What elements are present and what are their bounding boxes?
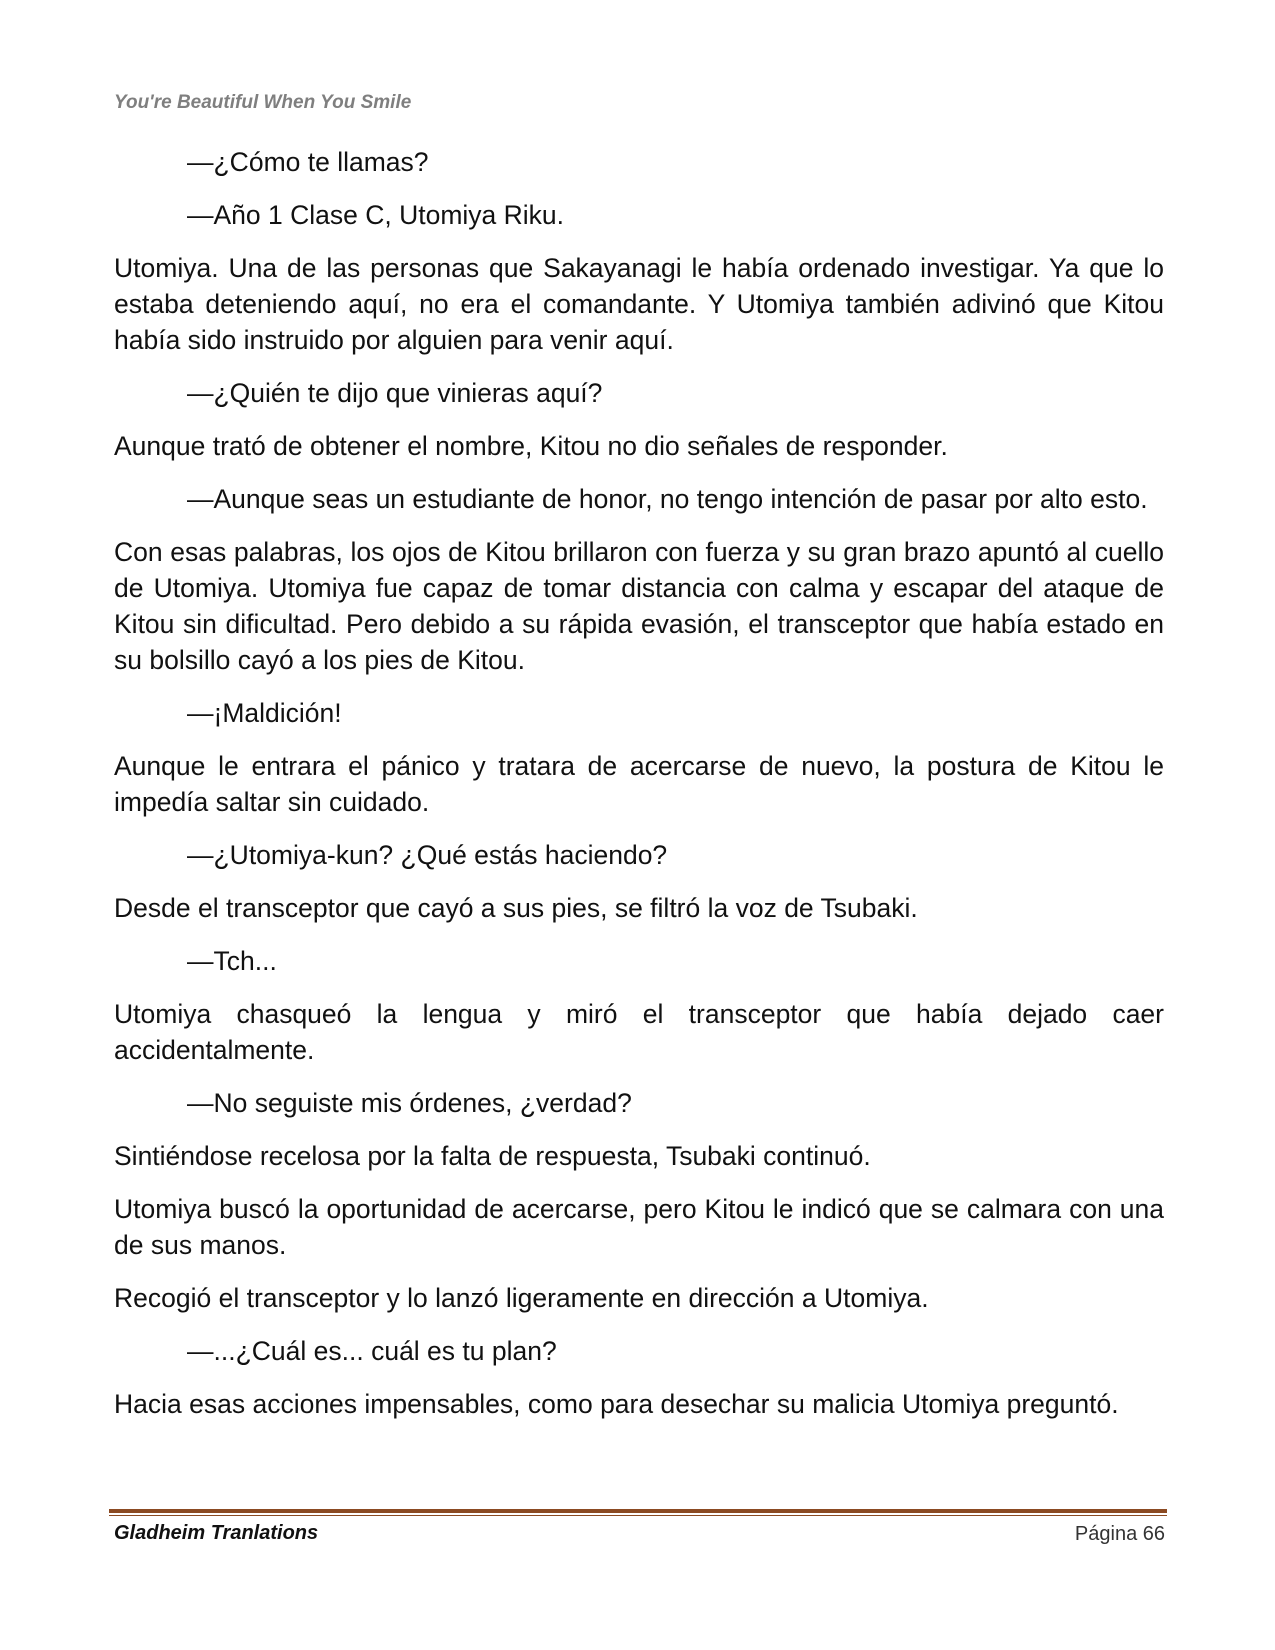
footer-divider: [109, 1509, 1167, 1516]
narration-paragraph: Desde el transceptor que cayó a sus pies, se filtró la voz de Tsubaki.: [114, 893, 918, 923]
dialogue-line: —...¿Cuál es... cuál es tu plan?: [187, 1336, 557, 1366]
body-text: [114, 144, 1164, 1439]
narration-paragraph: Hacia esas acciones impensables, como para desechar su malicia Utomiya preguntó.: [114, 1389, 1119, 1419]
footer-divider-thick-line: [109, 1509, 1167, 1513]
footer-page-number: Página 66: [1074, 1523, 1165, 1545]
narration-paragraph: Utomiya buscó la oportunidad de acercarse, pero Kitou le indicó que se calmara con una de sus manos.: [114, 1194, 1164, 1260]
narration-paragraph: Aunque le entrara el pánico y tratara de acercarse de nuevo, la postura de Kitou le impedía saltar sin cuidado.: [114, 751, 1164, 817]
footer-divider-thin-line: [109, 1515, 1167, 1516]
dialogue-line: —¡Maldición!: [187, 698, 342, 728]
narration-paragraph: Recogió el transceptor y lo lanzó ligeramente en dirección a Utomiya.: [114, 1283, 929, 1313]
narration-paragraph: Utomiya chasqueó la lengua y miró el transceptor que había dejado caer accidentalmente.: [114, 999, 1164, 1065]
dialogue-line: —No seguiste mis órdenes, ¿verdad?: [187, 1088, 632, 1118]
dialogue-line: —¿Cómo te llamas?: [187, 147, 429, 177]
dialogue-line: —¿Utomiya-kun? ¿Qué estás haciendo?: [187, 840, 668, 870]
dialogue-line: —Año 1 Clase C, Utomiya Riku.: [187, 200, 565, 230]
narration-paragraph: Sintiéndose recelosa por la falta de respuesta, Tsubaki continuó.: [114, 1141, 871, 1171]
dialogue-line: —Aunque seas un estudiante de honor, no tengo intención de pasar por alto esto.: [187, 484, 1148, 514]
dialogue-line: —Tch...: [187, 946, 277, 976]
running-header-title: You're Beautiful When You Smile: [114, 92, 412, 113]
footer-publisher: Gladheim Tranlations: [114, 1522, 319, 1544]
narration-paragraph: Utomiya. Una de las personas que Sakayanagi le había ordenado investigar. Ya que lo estaba deteniendo aquí, no era el comandante. Y Utomiya también adivinó que Kitou había sido instruido por alguien para venir aquí.: [114, 253, 1164, 355]
dialogue-line: —¿Quién te dijo que vinieras aquí?: [187, 378, 603, 408]
narration-paragraph: Aunque trató de obtener el nombre, Kitou no dio señales de responder.: [114, 431, 948, 461]
narration-paragraph: Con esas palabras, los ojos de Kitou brillaron con fuerza y su gran brazo apuntó al cuello de Utomiya. Utomiya fue capaz de tomar distancia con calma y escapar del ataque de Kitou sin dificultad. Pero debido a su rápida evasión, el transceptor que había estado en su bolsillo cayó a los pies de Kitou.: [114, 537, 1164, 675]
